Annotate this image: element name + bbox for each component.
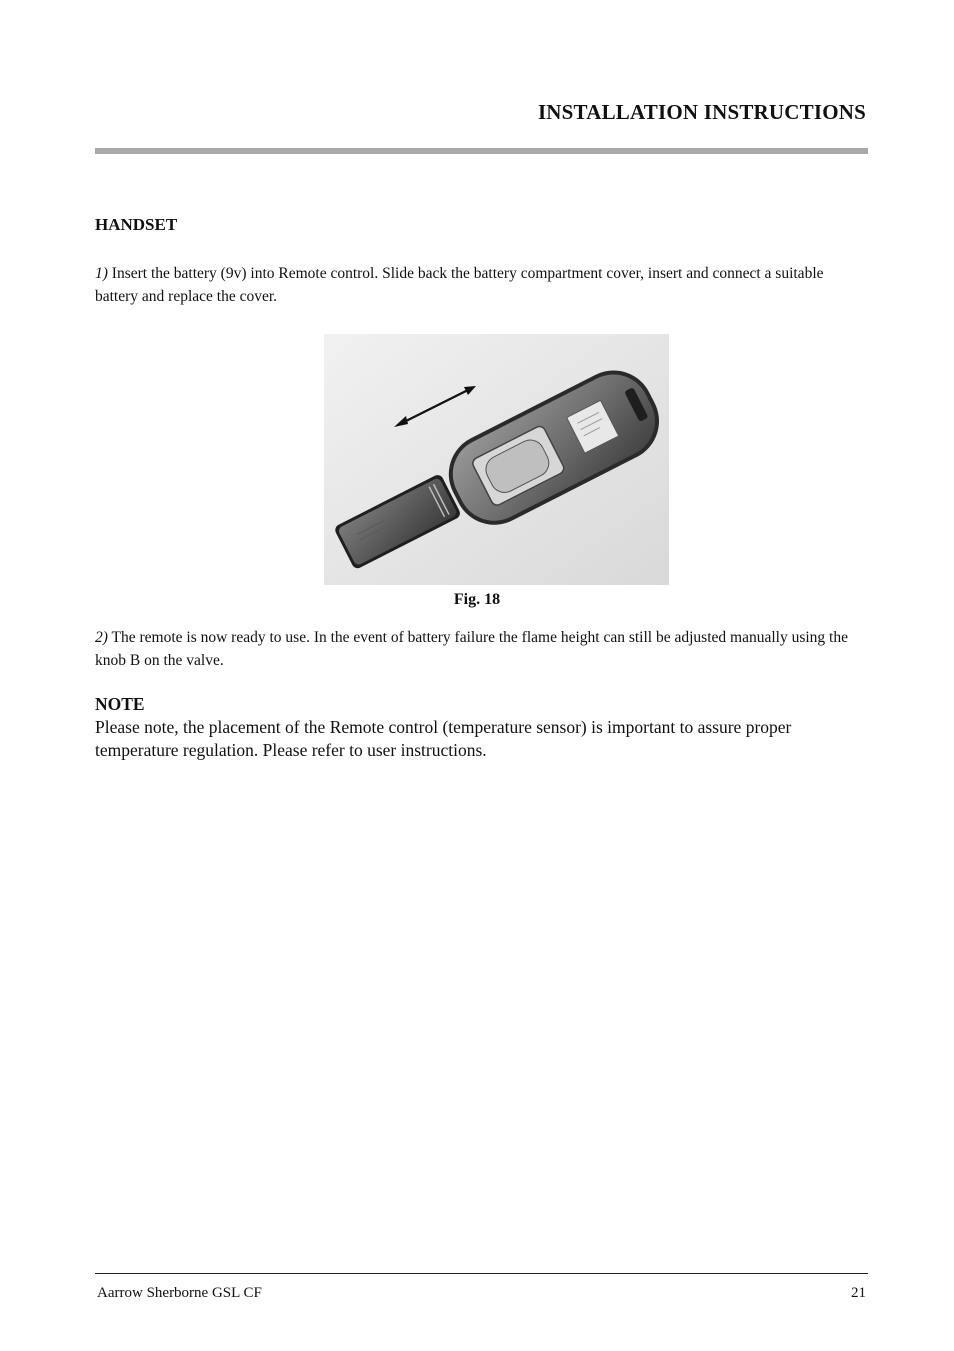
- step-1-number: 1): [95, 265, 108, 282]
- step-2-paragraph: [95, 626, 868, 672]
- footer-divider: [95, 1273, 868, 1274]
- figure-caption: Fig. 18: [453, 591, 501, 608]
- step-1-paragraph: [95, 262, 868, 308]
- step-1-text: Insert the battery (9v) into Remote control. Slide back the battery compartment cover, insert and connect a suitable battery and replace the cover.: [95, 265, 824, 305]
- note-body: Please note, the placement of the Remote control (temperature sensor) is important to assure proper temperature regulation. Please refer to user instructions.: [95, 717, 792, 760]
- step-2-text: The remote is now ready to use. In the event of battery failure the flame height can still be adjusted manually using the knob B on the valve.: [95, 629, 848, 669]
- step-2-number: 2): [95, 629, 108, 646]
- note-heading: NOTE: [95, 694, 145, 714]
- figure-photo: [324, 334, 669, 585]
- footer-page-number: 21: [851, 1285, 866, 1301]
- remote-control-battery-photo: [324, 334, 669, 585]
- header-divider: [95, 148, 868, 154]
- footer-product-name: Aarrow Sherborne GSL CF: [97, 1285, 262, 1301]
- section-heading: HANDSET: [95, 215, 178, 234]
- page-header-title: INSTALLATION INSTRUCTIONS: [537, 100, 866, 124]
